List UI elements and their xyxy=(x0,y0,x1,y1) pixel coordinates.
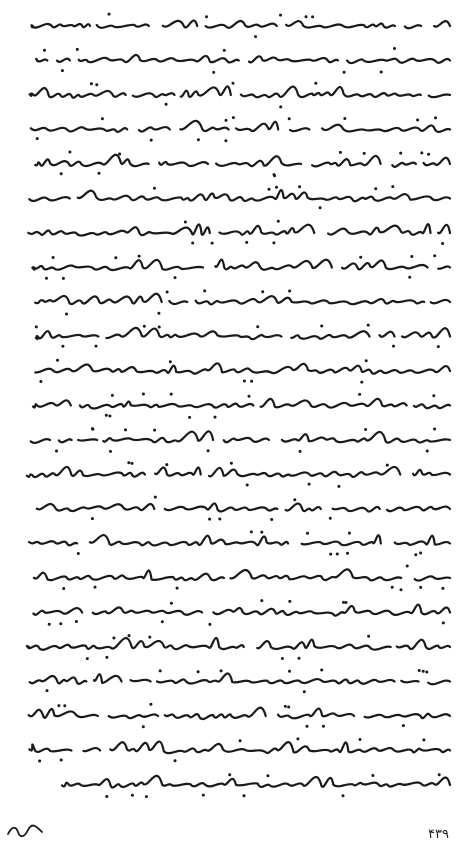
diacritic-dot xyxy=(91,428,94,431)
diacritic-dot xyxy=(131,462,134,465)
diacritic-dot xyxy=(174,276,177,279)
diacritic-dot xyxy=(76,48,79,51)
diacritic-dot xyxy=(414,553,417,556)
diacritic-dot xyxy=(319,206,322,209)
diacritic-dot xyxy=(188,416,191,419)
diacritic-dot xyxy=(426,450,429,453)
diacritic-dot xyxy=(148,636,151,639)
diacritic-dot xyxy=(254,35,257,38)
diacritic-dot xyxy=(432,394,435,397)
diacritic-dot xyxy=(270,518,273,521)
diacritic-dot xyxy=(56,359,59,362)
diacritic-dot xyxy=(296,737,299,740)
diacritic-dot xyxy=(223,49,226,52)
diacritic-dot xyxy=(345,601,348,604)
diacritic-dot xyxy=(224,139,227,142)
diacritic-dot xyxy=(392,345,395,348)
handwritten-line xyxy=(35,155,450,167)
handwritten-line xyxy=(31,21,450,29)
diacritic-dot xyxy=(86,657,89,660)
diacritic-dot xyxy=(191,242,194,245)
diacritic-dot xyxy=(433,428,436,431)
diacritic-dot xyxy=(212,71,215,74)
diacritic-dot xyxy=(322,725,325,728)
diacritic-dot xyxy=(391,586,394,589)
diacritic-dot xyxy=(145,795,148,798)
diacritic-dot xyxy=(105,414,108,417)
diacritic-dot xyxy=(197,138,200,141)
diacritic-dot xyxy=(288,117,291,120)
diacritic-dot xyxy=(62,277,65,280)
diacritic-dot xyxy=(114,256,117,259)
diacritic-dot xyxy=(211,242,214,245)
diacritic-dot xyxy=(243,794,246,797)
diacritic-dot xyxy=(314,82,317,85)
diacritic-dot xyxy=(45,277,48,280)
diacritic-dot xyxy=(65,313,68,316)
handwritten-line xyxy=(31,431,450,443)
diacritic-dot xyxy=(374,187,377,190)
diacritic-dot xyxy=(391,185,394,188)
diacritic-dot xyxy=(406,565,409,568)
diacritic-dot xyxy=(386,464,389,467)
diacritic-dot xyxy=(320,325,323,328)
handwritten-line xyxy=(30,86,450,97)
diacritic-dot xyxy=(35,325,38,328)
diacritic-dot xyxy=(60,172,63,175)
diacritic-dot xyxy=(169,360,172,363)
diacritic-dot xyxy=(433,254,436,257)
diacritic-dot xyxy=(308,483,311,486)
diacritic-dot xyxy=(442,621,445,624)
diacritic-dot xyxy=(419,586,422,589)
folio-number: ۴۳۹ xyxy=(428,827,449,842)
diacritic-dot xyxy=(202,794,205,797)
diacritic-dot xyxy=(153,429,156,432)
handwritten-line xyxy=(36,328,450,339)
diacritic-dot xyxy=(260,531,263,534)
handwritten-line xyxy=(27,467,450,477)
handwritten-line xyxy=(28,224,450,235)
handwritten-text-block xyxy=(22,8,454,808)
diacritic-dot xyxy=(311,15,314,18)
diacritic-dot xyxy=(441,587,444,590)
diacritic-dot xyxy=(279,105,282,108)
handwritten-line xyxy=(34,569,450,580)
diacritic-dot xyxy=(61,69,64,72)
diacritic-dot xyxy=(127,461,130,464)
diacritic-dot xyxy=(419,552,422,555)
diacritic-dot xyxy=(420,151,423,154)
diacritic-dot xyxy=(214,416,217,419)
diacritic-dot xyxy=(68,151,71,154)
diacritic-dot xyxy=(275,186,278,189)
diacritic-dot xyxy=(59,622,62,625)
diacritic-dot xyxy=(220,669,223,672)
diacritic-dot xyxy=(268,188,271,191)
diacritic-dot xyxy=(288,600,291,603)
diacritic-dot xyxy=(329,517,332,520)
diacritic-dot xyxy=(232,116,235,119)
diacritic-dot xyxy=(165,463,168,466)
diacritic-dot xyxy=(287,706,290,709)
diacritic-dot xyxy=(150,139,153,142)
diacritic-dot xyxy=(410,255,413,258)
diacritic-dot xyxy=(437,345,440,348)
diacritic-dot xyxy=(98,172,101,175)
diacritic-dot xyxy=(306,725,309,728)
diacritic-dot xyxy=(371,774,374,777)
diacritic-dot xyxy=(380,71,383,74)
diacritic-dot xyxy=(55,450,58,453)
diacritic-dot xyxy=(416,119,419,122)
handwritten-line xyxy=(31,121,450,132)
handwritten-line xyxy=(62,776,450,788)
diacritic-dot xyxy=(105,795,108,798)
diacritic-dot xyxy=(174,759,177,762)
diacritic-dot xyxy=(422,670,425,673)
handwritten-line xyxy=(32,260,450,270)
diacritic-dot xyxy=(329,553,332,556)
diacritic-dot xyxy=(57,704,60,707)
diacritic-dot xyxy=(157,312,160,315)
diacritic-dot xyxy=(393,47,396,50)
diacritic-dot xyxy=(77,552,80,555)
diacritic-dot xyxy=(342,794,345,797)
diacritic-dot xyxy=(260,599,263,602)
diacritic-dot xyxy=(36,137,39,140)
diacritic-dot xyxy=(250,380,253,383)
diacritic-dot xyxy=(281,657,284,660)
diacritic-dot xyxy=(248,395,251,398)
diacritic-dot xyxy=(438,773,441,776)
handwritten-line xyxy=(29,535,450,545)
diacritic-dot xyxy=(288,670,291,673)
handwritten-line xyxy=(33,605,450,616)
diacritic-dot xyxy=(124,428,127,431)
diacritic-dot xyxy=(272,241,275,244)
diacritic-dot xyxy=(48,623,51,626)
margin-signature-mark xyxy=(6,822,46,840)
diacritic-dot xyxy=(279,14,282,17)
diacritic-dot xyxy=(441,242,444,245)
diacritic-dot xyxy=(288,290,291,293)
diacritic-dot xyxy=(425,671,428,674)
diacritic-dot xyxy=(250,530,253,533)
diacritic-dot xyxy=(273,174,276,177)
handwritten-line xyxy=(37,503,450,511)
diacritic-dot xyxy=(359,738,362,741)
diacritic-dot xyxy=(38,760,41,763)
handwritten-line xyxy=(29,708,450,719)
diacritic-dot xyxy=(245,241,248,244)
diacritic-dot xyxy=(112,637,115,640)
diacritic-dot xyxy=(197,670,200,673)
diacritic-dot xyxy=(303,690,306,693)
diacritic-dot xyxy=(246,484,249,487)
diacritic-dot xyxy=(364,428,367,431)
diacritic-dot xyxy=(306,532,309,535)
diacritic-dot xyxy=(298,657,301,660)
handwritten-lines xyxy=(27,13,450,799)
diacritic-dot xyxy=(142,725,145,728)
diacritic-dot xyxy=(153,187,156,190)
diacritic-dot xyxy=(360,381,363,384)
diacritic-dot xyxy=(108,415,111,418)
diacritic-dot xyxy=(348,532,351,535)
diacritic-dot xyxy=(343,71,346,74)
diacritic-dot xyxy=(339,151,342,154)
diacritic-dot xyxy=(142,393,145,396)
diacritic-dot xyxy=(60,759,63,762)
diacritic-dot xyxy=(358,393,361,396)
diacritic-dot xyxy=(408,276,411,279)
diacritic-dot xyxy=(343,117,346,120)
diacritic-dot xyxy=(402,724,405,727)
diacritic-dot xyxy=(208,623,211,626)
diacritic-dot xyxy=(176,587,179,590)
diacritic-dot xyxy=(111,394,114,397)
diacritic-dot xyxy=(422,738,425,741)
diacritic-dot xyxy=(208,518,211,521)
diacritic-dot xyxy=(218,518,221,521)
diacritic-dot xyxy=(170,602,173,605)
handwritten-line xyxy=(29,742,450,754)
diacritic-dot xyxy=(367,324,370,327)
diacritic-dot xyxy=(39,380,42,383)
diacritic-dot xyxy=(365,359,368,362)
diacritic-dot xyxy=(346,552,349,555)
diacritic-dot xyxy=(228,773,231,776)
diacritic-dot xyxy=(131,794,134,797)
diacritic-dot xyxy=(101,117,104,120)
diacritic-dot xyxy=(336,553,339,556)
diacritic-dot xyxy=(203,289,206,292)
diacritic-dot xyxy=(91,517,94,520)
diacritic-dot xyxy=(118,153,121,156)
diacritic-dot xyxy=(105,656,108,659)
diacritic-dot xyxy=(418,669,421,672)
diacritic-dot xyxy=(299,450,302,453)
diacritic-dot xyxy=(138,255,141,258)
diacritic-dot xyxy=(154,496,157,499)
diacritic-dot xyxy=(95,83,98,86)
diacritic-dot xyxy=(305,15,308,18)
diacritic-dot xyxy=(427,153,430,156)
diacritic-dot xyxy=(63,704,66,707)
diacritic-dot xyxy=(166,291,169,294)
diacritic-dot xyxy=(62,587,65,590)
diacritic-dot xyxy=(108,13,111,16)
diacritic-dot xyxy=(75,620,78,623)
diacritic-dot xyxy=(109,450,112,453)
diacritic-dot xyxy=(161,620,164,623)
diacritic-dot xyxy=(320,669,323,672)
handwritten-line xyxy=(35,294,450,305)
diacritic-dot xyxy=(43,49,46,52)
diacritic-dot xyxy=(46,689,49,692)
diacritic-dot xyxy=(230,462,233,465)
diacritic-dot xyxy=(184,221,187,224)
diacritic-dot xyxy=(266,774,269,777)
diacritic-dot xyxy=(61,345,64,348)
diacritic-dot xyxy=(159,669,162,672)
handwritten-line xyxy=(27,638,450,650)
handwritten-line xyxy=(35,363,450,373)
diacritic-dot xyxy=(225,119,228,122)
diacritic-dot xyxy=(205,15,208,18)
handwritten-line xyxy=(29,190,450,201)
diacritic-dot xyxy=(158,326,161,329)
diacritic-dot xyxy=(243,380,246,383)
diacritic-dot xyxy=(359,256,362,259)
diacritic-dot xyxy=(143,325,146,328)
diacritic-dot xyxy=(239,739,242,742)
diacritic-dot xyxy=(256,325,259,328)
diacritic-dot xyxy=(128,634,131,637)
diacritic-dot xyxy=(232,82,235,85)
diacritic-dot xyxy=(207,449,210,452)
diacritic-dot xyxy=(399,152,402,155)
diacritic-dot xyxy=(400,588,403,591)
diacritic-dot xyxy=(261,290,264,293)
diacritic-dot xyxy=(94,586,97,589)
diacritic-dot xyxy=(170,393,173,396)
diacritic-dot xyxy=(165,103,168,106)
handwritten-line xyxy=(36,55,450,63)
diacritic-dot xyxy=(337,485,340,488)
diacritic-dot xyxy=(293,498,296,501)
diacritic-dot xyxy=(95,345,98,348)
diacritic-dot xyxy=(298,185,301,188)
handwritten-line xyxy=(30,673,450,684)
diacritic-dot xyxy=(90,82,93,85)
diacritic-dot xyxy=(367,635,370,638)
diacritic-dot xyxy=(363,152,366,155)
diacritic-dot xyxy=(284,705,287,708)
diacritic-dot xyxy=(149,703,152,706)
diacritic-dot xyxy=(277,220,280,223)
diacritic-dot xyxy=(52,256,55,259)
diacritic-dot xyxy=(434,116,437,119)
handwritten-line xyxy=(33,399,450,409)
